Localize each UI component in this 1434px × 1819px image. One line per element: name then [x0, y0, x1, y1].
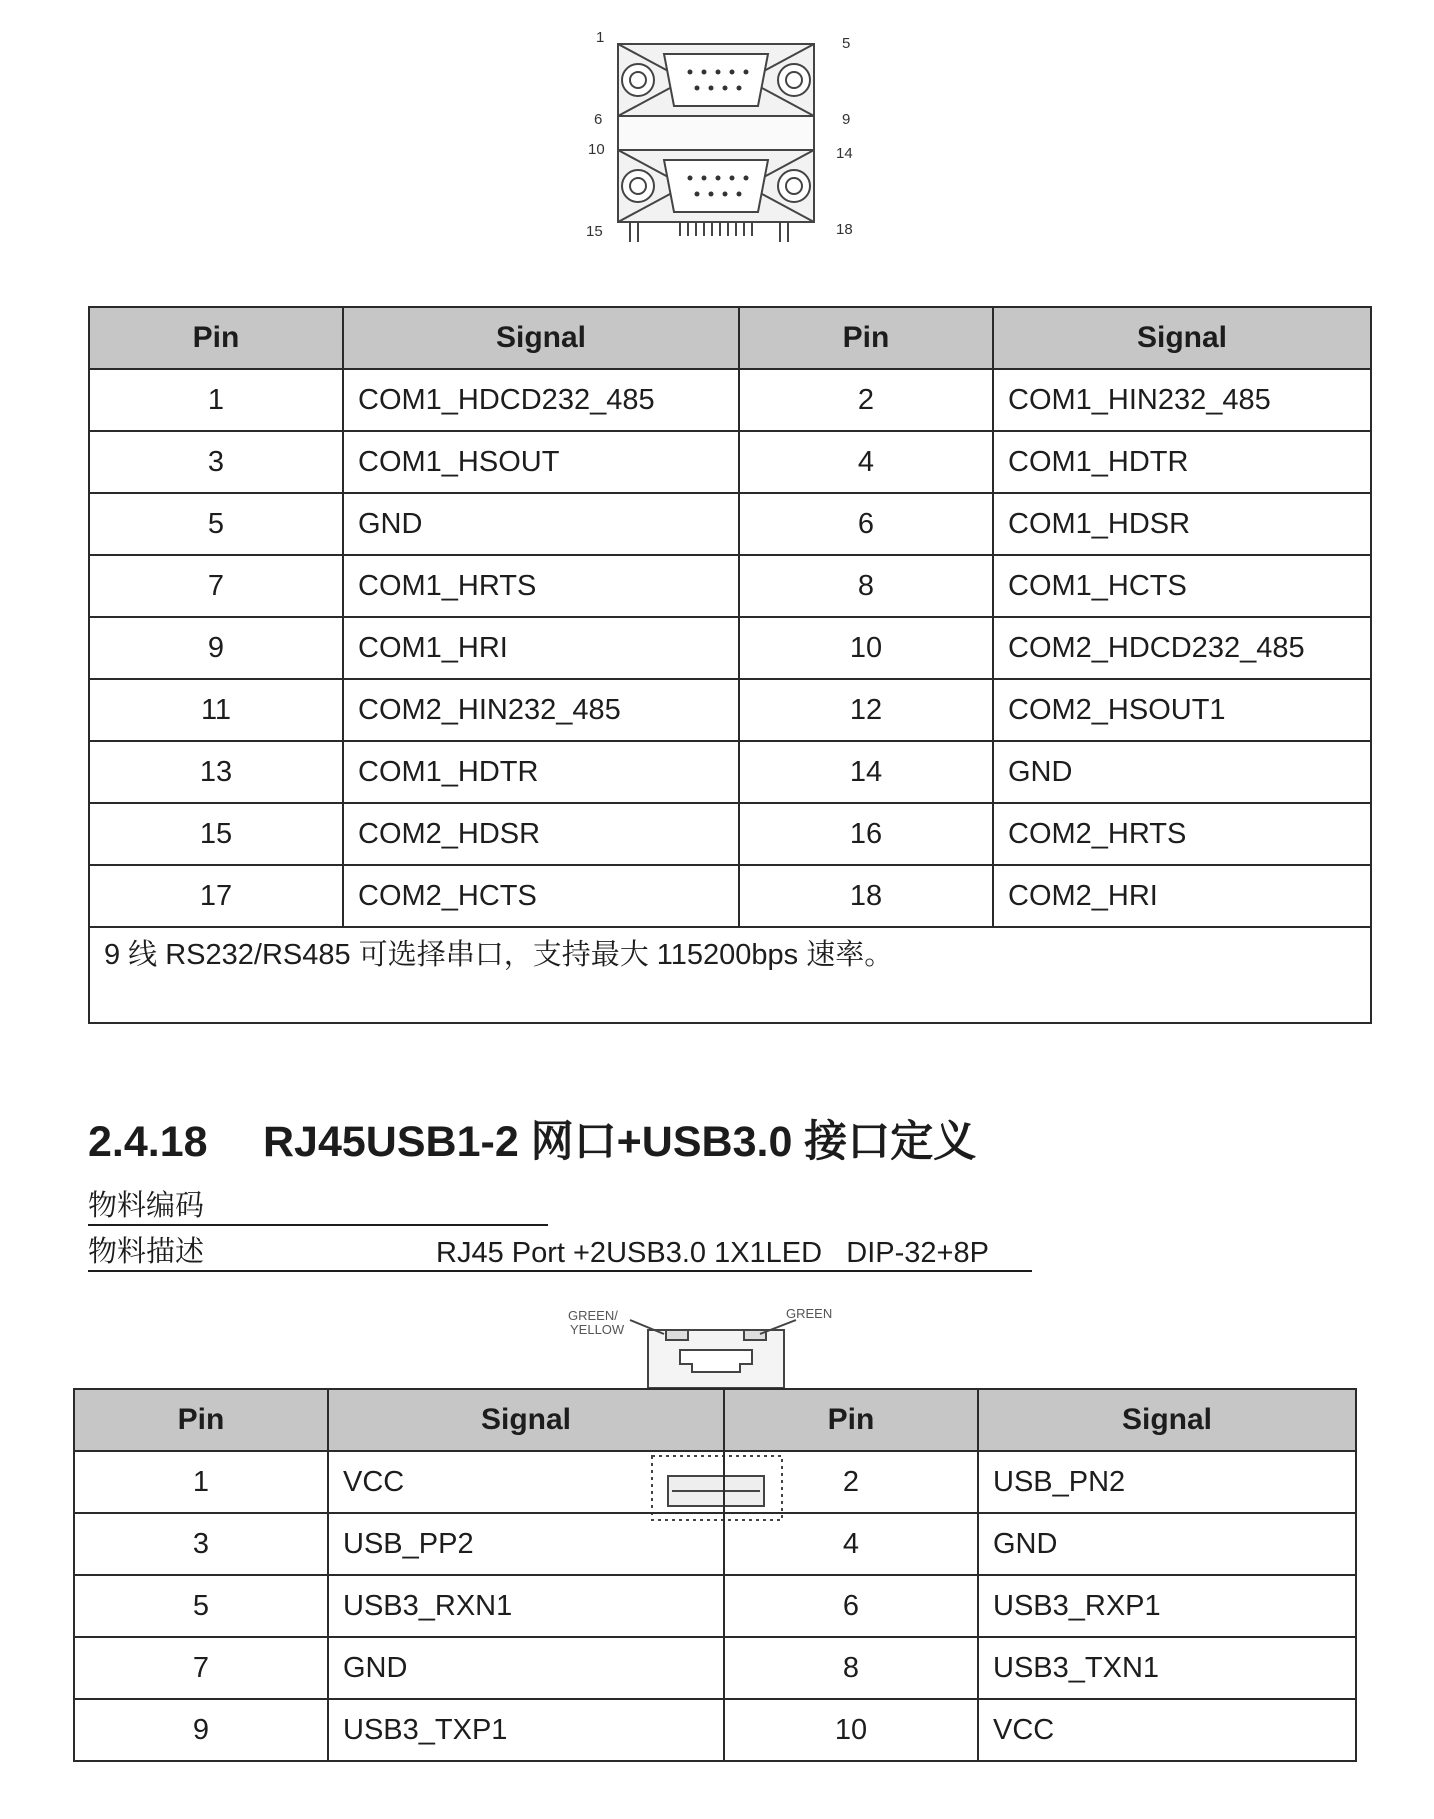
- db9-connector-diagram: [580, 28, 870, 258]
- signal-cell: COM2_HCTS: [343, 865, 739, 927]
- db9-label: 6: [594, 111, 603, 128]
- table-row: [89, 741, 1371, 803]
- table-row: [89, 369, 1371, 431]
- table-row: [89, 679, 1371, 741]
- pin-cell: 2: [724, 1451, 978, 1513]
- pin-cell: 4: [739, 431, 993, 493]
- signal-cell: USB3_RXP1: [978, 1575, 1356, 1637]
- signal-cell: COM1_HCTS: [993, 555, 1371, 617]
- material-code-label: 物料编码: [88, 1190, 205, 1222]
- header-signal: Signal: [328, 1389, 724, 1451]
- pin-cell: 5: [89, 493, 343, 555]
- material-desc-line: [88, 1230, 1032, 1272]
- com-pin-table: [88, 306, 1372, 1024]
- pin-cell: 11: [89, 679, 343, 741]
- db9-label: 1: [596, 29, 605, 46]
- usb-table-body: [74, 1451, 1356, 1761]
- signal-cell: COM1_HDTR: [343, 741, 739, 803]
- pin-cell: 12: [739, 679, 993, 741]
- signal-cell: USB_PP2: [328, 1513, 724, 1575]
- signal-cell: COM2_HDCD232_485: [993, 617, 1371, 679]
- signal-cell: COM1_HIN232_485: [993, 369, 1371, 431]
- table-header-row: [74, 1389, 1356, 1451]
- signal-cell: COM1_HDTR: [993, 431, 1371, 493]
- table-note: 9 线 RS232/RS485 可选择串口，支持最大 115200bps 速率。: [89, 927, 1371, 1023]
- pin-cell: 3: [74, 1513, 328, 1575]
- led-label: GREEN: [786, 1306, 833, 1321]
- pin-cell: 13: [89, 741, 343, 803]
- table-row: [89, 865, 1371, 927]
- pin-cell: 16: [739, 803, 993, 865]
- signal-cell: GND: [328, 1637, 724, 1699]
- pin-cell: 14: [739, 741, 993, 803]
- db9-label: 18: [836, 221, 853, 238]
- table-row: [89, 617, 1371, 679]
- pin-cell: 4: [724, 1513, 978, 1575]
- com-table-body: [89, 369, 1371, 927]
- signal-cell: COM1_HSOUT: [343, 431, 739, 493]
- table-row: [74, 1699, 1356, 1761]
- db9-label: 5: [842, 35, 851, 52]
- table-header-row: [89, 307, 1371, 369]
- header-signal: Signal: [993, 307, 1371, 369]
- table-row: [89, 803, 1371, 865]
- material-desc-label: 物料描述: [88, 1236, 205, 1268]
- pin-cell: 7: [89, 555, 343, 617]
- table-row: [74, 1575, 1356, 1637]
- table-row: [74, 1637, 1356, 1699]
- header-pin: Pin: [739, 307, 993, 369]
- pin-cell: 7: [74, 1637, 328, 1699]
- note-row: [89, 927, 1371, 1023]
- pin-cell: 9: [74, 1699, 328, 1761]
- signal-cell: COM2_HSOUT1: [993, 679, 1371, 741]
- pin-cell: 3: [89, 431, 343, 493]
- table-row: [74, 1451, 1356, 1513]
- table-row: [89, 493, 1371, 555]
- led-label: GREEN/: [568, 1308, 618, 1323]
- pin-cell: 1: [74, 1451, 328, 1513]
- pin-cell: 10: [739, 617, 993, 679]
- signal-cell: GND: [978, 1513, 1356, 1575]
- pin-cell: 18: [739, 865, 993, 927]
- signal-cell: COM1_HRTS: [343, 555, 739, 617]
- header-signal: Signal: [978, 1389, 1356, 1451]
- table-row: [74, 1513, 1356, 1575]
- signal-cell: COM2_HRI: [993, 865, 1371, 927]
- led-label: YELLOW: [570, 1322, 625, 1337]
- header-pin: Pin: [74, 1389, 328, 1451]
- material-desc-value: RJ45 Port +2USB3.0 1X1LED DIP-32+8P: [436, 1237, 989, 1269]
- pin-cell: 2: [739, 369, 993, 431]
- db9-label: 14: [836, 145, 853, 162]
- signal-cell: COM2_HIN232_485: [343, 679, 739, 741]
- pin-cell: 17: [89, 865, 343, 927]
- pin-cell: 10: [724, 1699, 978, 1761]
- header-pin: Pin: [724, 1389, 978, 1451]
- signal-cell: USB3_TXP1: [328, 1699, 724, 1761]
- signal-cell: USB3_TXN1: [978, 1637, 1356, 1699]
- signal-cell: GND: [993, 741, 1371, 803]
- section-number: 2.4.18: [88, 1118, 208, 1166]
- signal-cell: COM1_HDCD232_485: [343, 369, 739, 431]
- pin-cell: 5: [74, 1575, 328, 1637]
- signal-cell: COM2_HDSR: [343, 803, 739, 865]
- signal-cell: USB_PN2: [978, 1451, 1356, 1513]
- pin-cell: 1: [89, 369, 343, 431]
- pin-cell: 6: [724, 1575, 978, 1637]
- section-heading: [88, 1108, 976, 1169]
- usb-pin-table: [73, 1388, 1357, 1762]
- header-pin: Pin: [89, 307, 343, 369]
- signal-cell: COM2_HRTS: [993, 803, 1371, 865]
- signal-cell: VCC: [978, 1699, 1356, 1761]
- db9-label: 9: [842, 111, 851, 128]
- signal-cell: GND: [343, 493, 739, 555]
- signal-cell: USB3_RXN1: [328, 1575, 724, 1637]
- db9-label: 10: [588, 141, 605, 158]
- section-title: RJ45USB1-2 网口+USB3.0 接口定义: [263, 1118, 977, 1166]
- db9-label: 15: [586, 223, 603, 240]
- table-row: [89, 431, 1371, 493]
- pin-cell: 8: [724, 1637, 978, 1699]
- table-row: [89, 555, 1371, 617]
- pin-cell: 6: [739, 493, 993, 555]
- pin-cell: 9: [89, 617, 343, 679]
- signal-cell: VCC: [328, 1451, 724, 1513]
- signal-cell: COM1_HDSR: [993, 493, 1371, 555]
- signal-cell: COM1_HRI: [343, 617, 739, 679]
- material-code-line: [88, 1184, 548, 1226]
- header-signal: Signal: [343, 307, 739, 369]
- pin-cell: 15: [89, 803, 343, 865]
- pin-cell: 8: [739, 555, 993, 617]
